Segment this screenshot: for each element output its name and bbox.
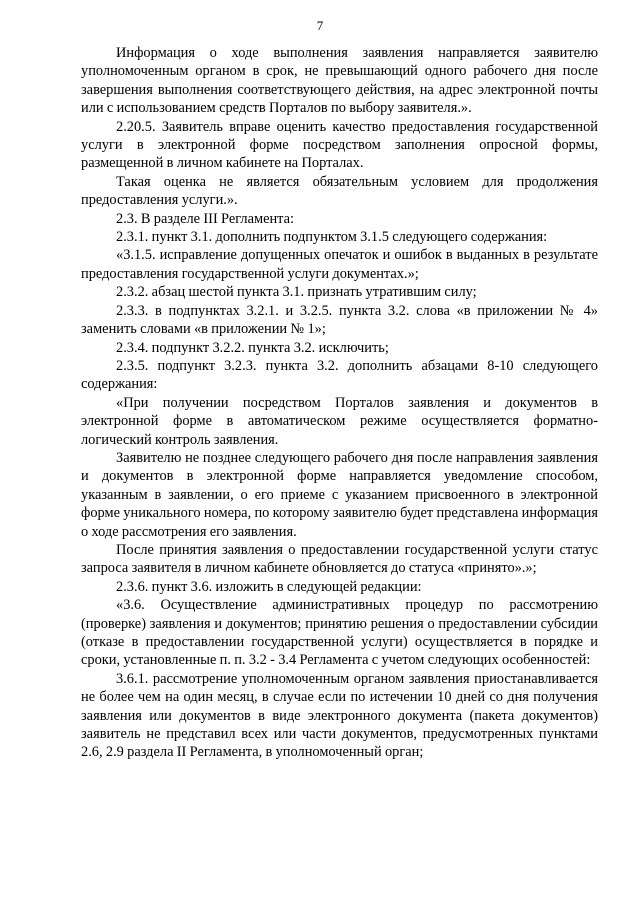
- paragraph-3-6-1: 3.6.1. рассмотрение уполномоченным органом заявления приостанавливается не более чем на один месяц, в случае если по истечении 10 дней со дня получения заявления или документов в виде электронного документа (пакета документов) заявитель не представил всех или части документов, предусмотренных пунктами 2.6, 2.9 раздела II Регламента, в уполномоченный орган;: [81, 670, 598, 761]
- paragraph-2-3-2: 2.3.2. абзац шестой пункта 3.1. признать утратившим силу;: [116, 284, 477, 301]
- paragraph-applicant-notice: Заявителю не позднее следующего рабочего дня после направления заявления и документов в электронной форме направляется уведомление способом, указанным в заявлении, о его приеме с указанием присвоенного в электронной форме уникального номера, по которому заявителю будет представлена информация о ходе рассмотрения его заявления.: [81, 449, 598, 540]
- paragraph-2-3-4: 2.3.4. подпункт 3.2.2. пункта 3.2. исключить;: [116, 339, 389, 356]
- paragraph-2-3-3: 2.3.3. в подпунктах 3.2.1. и 3.2.5. пункта 3.2. слова «в приложении № 4» заменить словами «в приложении № 1»;: [81, 302, 598, 338]
- page-number: 7: [316, 18, 324, 33]
- paragraph-evaluation-note: Такая оценка не является обязательным условием для продолжения предоставления услуги.».: [81, 173, 598, 209]
- paragraph-2-3: 2.3. В разделе III Регламента:: [116, 210, 295, 227]
- paragraph-3-1-5: «3.1.5. исправление допущенных опечаток и ошибок в выданных в результате предоставления государственной услуги документах.»;: [81, 247, 598, 282]
- paragraph-3-6: «3.6. Осуществление административных процедур по рассмотрению (проверке) заявления и документов; принятию решения о предоставлении субсидии (отказе в предоставлении государственной услуги) осуществляется в порядке и сроки, установленные п. п. 3.2 - 3.4 Регламента с учетом следующих особенностей:: [81, 597, 598, 669]
- paragraph-info-notification: Информация о ходе выполнения заявления направляется заявителю уполномоченным органом в срок, не превышающий одного рабочего дня после завершения выполнения соответствующего действия, на адрес электронной почты или с использованием средств Порталов по выбору заявителя.».: [81, 45, 598, 117]
- paragraph-2-20-5: 2.20.5. Заявитель вправе оценить качество предоставления государственной услуги в электронной форме посредством заполнения опросной формы, размещенной в личном кабинете на Порталах.: [81, 118, 598, 172]
- paragraph-status-update: После принятия заявления о предоставлении государственной услуги статус запроса заявителя в личном кабинете обновляется до статуса «принято».»;: [81, 541, 598, 577]
- paragraph-2-3-5: 2.3.5. подпункт 3.2.3. пункта 3.2. дополнить абзацами 8-10 следующего содержания:: [81, 357, 598, 393]
- document-body: [81, 44, 598, 762]
- paragraph-2-3-1: 2.3.1. пункт 3.1. дополнить подпунктом 3.1.5 следующего содержания:: [116, 229, 548, 246]
- paragraph-2-3-6: 2.3.6. пункт 3.6. изложить в следующей редакции:: [116, 578, 422, 595]
- paragraph-portal-receipt: «При получении посредством Порталов заявления и документов в электронной форме в автоматическом режиме осуществляется форматно-логический контроль заявления.: [81, 394, 598, 448]
